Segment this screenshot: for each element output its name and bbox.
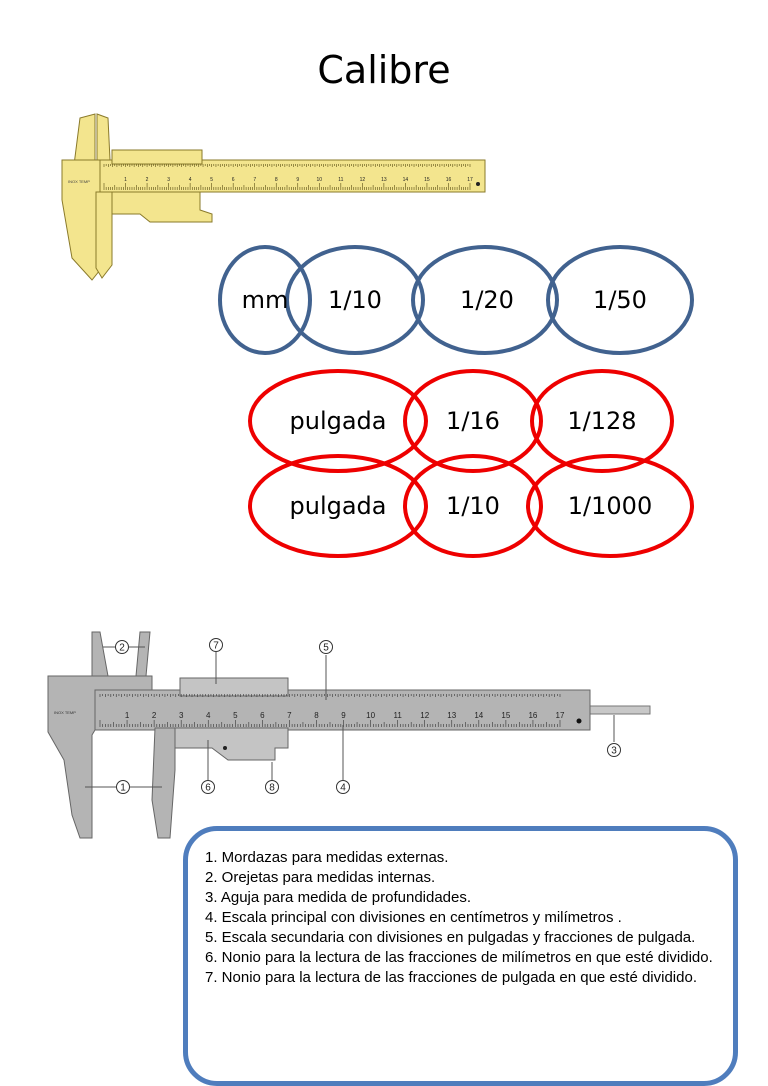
label-1-20: 1/20 [460,286,514,314]
bottom-scale-number: 17 [555,711,565,720]
legend-item-5: 5. Escala secundaria con divisiones en pulgadas y fracciones de pulgada. [205,929,696,946]
label-pulgada-b: pulgada [289,492,387,520]
bottom-scale-number: 6 [260,711,265,720]
label-pulgada-a: pulgada [289,407,387,435]
callout-label-2: 2 [119,642,125,654]
top-scale-number: 17 [467,177,473,183]
bottom-scale-number: 9 [341,711,346,720]
top-scale-number: 2 [145,177,149,183]
callout-label-8: 8 [269,782,275,794]
legend-item-3: 3. Aguja para medida de profundidades. [205,889,472,906]
label-1-128: 1/128 [567,407,637,435]
top-scale-number: 12 [359,177,366,183]
top-scale-number: 10 [316,177,323,183]
top-scale-number: 9 [296,177,300,183]
top-scale-number: 1 [124,177,127,183]
top-scale-number: 3 [167,177,170,183]
bottom-scale-number: 5 [233,711,238,720]
label-1-10: 1/10 [328,286,382,314]
bottom-scale-number: 12 [420,711,430,720]
bottom-scale-number: 15 [501,711,511,720]
bottom-scale-number: 14 [474,711,484,720]
legend-item-4: 4. Escala principal con divisiones en centímetros y milímetros . [205,909,622,926]
bottom-scale-number: 13 [447,711,457,720]
top-scale-number: 15 [424,177,430,183]
label-1-16: 1/16 [446,407,500,435]
label-1-50: 1/50 [593,286,647,314]
label-mm: mm [241,286,289,314]
bottom-scale-number: 3 [178,711,184,720]
callout-label-1: 1 [120,782,126,794]
top-scale-number: 14 [402,177,409,183]
top-scale-number: 5 [210,177,214,183]
top-scale-number: 6 [231,177,235,183]
legend-item-7: 7. Nonio para la lectura de las fracciones de pulgada en que esté dividido. [205,969,697,986]
bottom-scale-number: 1 [124,711,130,720]
top-scale-number: 7 [253,177,257,183]
page-title: Calibre [317,48,451,92]
callout-label-4: 4 [340,782,346,794]
callout-label-6: 6 [205,782,211,794]
bottom-scale-number: 11 [393,711,402,720]
caliper-brand-bottom: INOX TEMP [54,710,76,715]
top-scale-number: 4 [188,177,192,183]
top-scale-number: 11 [338,177,344,183]
callout-label-3: 3 [611,745,617,757]
bottom-scale-number: 16 [528,711,538,720]
bottom-scale-number: 8 [314,711,319,720]
bottom-scale-number: 7 [287,711,292,720]
legend-item-6: 6. Nonio para la lectura de las fracciones de milímetros en que esté dividido. [205,949,713,966]
bottom-scale-number: 4 [206,711,211,720]
top-scale-number: 13 [381,177,387,183]
bottom-scale-number: 2 [151,711,157,720]
top-scale-number: 8 [274,177,278,183]
legend-list [205,848,725,988]
callout-label-7: 7 [213,640,219,652]
label-1-10-inch: 1/10 [446,492,500,520]
legend-item-1: 1. Mordazas para medidas externas. [205,849,449,866]
bottom-scale-number: 10 [366,711,376,720]
caliper-brand-top: INOX TEMP [68,179,90,184]
top-scale-number: 16 [445,177,452,183]
legend-item-2: 2. Orejetas para medidas internas. [205,869,436,886]
callout-label-5: 5 [323,642,329,654]
label-1-1000: 1/1000 [567,492,653,520]
